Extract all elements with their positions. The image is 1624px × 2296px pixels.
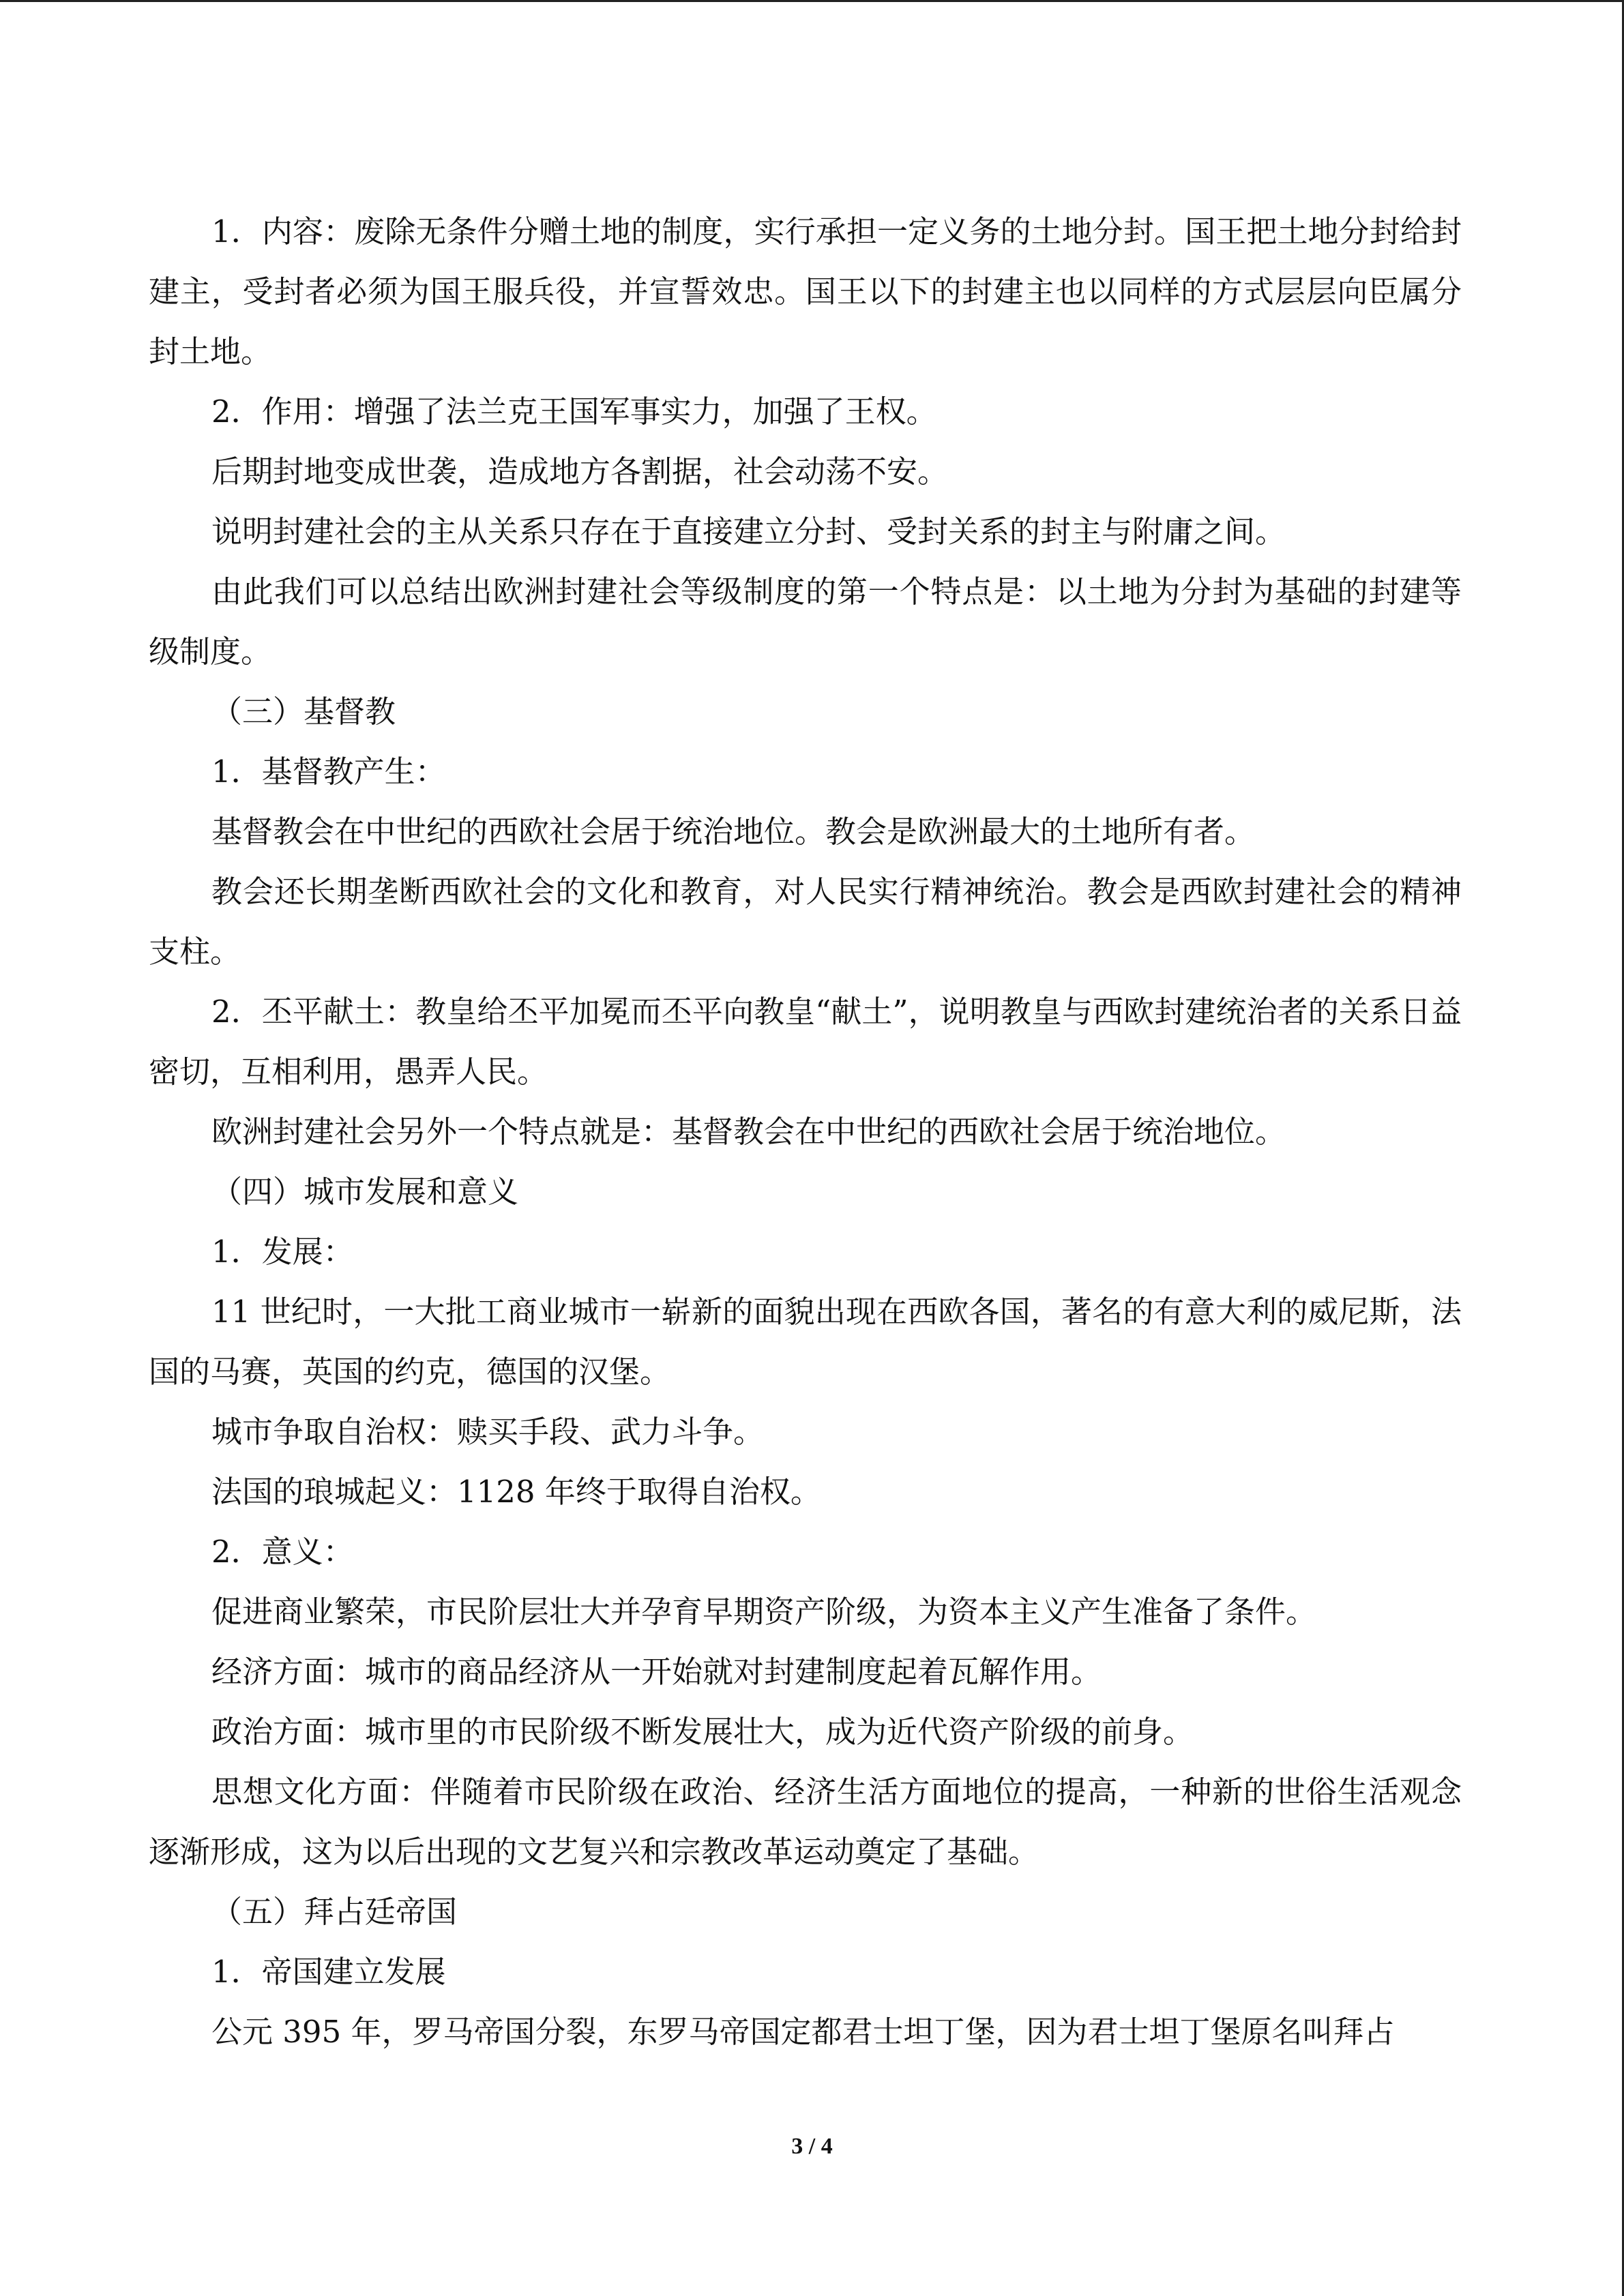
paragraph-content-definition: 1．内容：废除无条件分赠土地的制度，实行承担一定义务的土地分封。国王把土地分封给封建主，受封者必须为国王服兵役，并宣誓效忠。国王以下的封建主也以同样的方式层层向臣属分封土地。 xyxy=(149,213,1462,370)
section-heading-cities: （四）城市发展和意义 xyxy=(211,1174,519,1210)
paragraph-political-aspect: 政治方面：城市里的市民阶级不断发展壮大，成为近代资产阶级的前身。 xyxy=(211,1714,1194,1750)
document-body xyxy=(149,202,1462,2062)
subheading-development: 1．发展： xyxy=(211,1234,354,1270)
subheading-significance: 2．意义： xyxy=(211,1534,354,1570)
paragraph-second-feature: 欧洲封建社会另外一个特点就是：基督教会在中世纪的西欧社会居于统治地位。 xyxy=(211,1114,1286,1150)
paragraph-cultural-aspect: 思想文化方面：伴随着市民阶级在政治、经济生活方面地位的提高，一种新的世俗生活观念逐渐形成，这为以后出现的文艺复兴和宗教改革运动奠定了基础。 xyxy=(149,1774,1462,1870)
paragraph-395-split: 公元 395 年，罗马帝国分裂，东罗马帝国定都君士坦丁堡，因为君士坦丁堡原名叫拜占 xyxy=(211,2014,1395,2050)
paragraph-laon-uprising: 法国的琅城起义：1128 年终于取得自治权。 xyxy=(211,1474,821,1510)
page-border-top xyxy=(0,0,1624,2)
paragraph-lord-vassal-relation: 说明封建社会的主从关系只存在于直接建立分封、受封关系的封主与附庸之间。 xyxy=(211,513,1286,550)
paragraph-economic-aspect: 经济方面：城市的商品经济从一开始就对封建制度起着瓦解作用。 xyxy=(211,1654,1102,1690)
paragraph-church-dominance: 基督教会在中世纪的西欧社会居于统治地位。教会是欧洲最大的土地所有者。 xyxy=(211,814,1256,850)
section-heading-byzantine: （五）拜占廷帝国 xyxy=(211,1894,458,1930)
paragraph-church-culture: 教会还长期垄断西欧社会的文化和教育，对人民实行精神统治。教会是西欧封建社会的精神支柱。 xyxy=(149,874,1462,970)
paragraph-hereditary-fiefs: 后期封地变成世袭，造成地方各割据，社会动荡不安。 xyxy=(211,453,949,490)
paragraph-city-autonomy: 城市争取自治权：赎买手段、武力斗争。 xyxy=(211,1414,765,1450)
paragraph-donation-of-pepin: 2．丕平献土：教皇给丕平加冕而丕平向教皇“献土”，说明教皇与西欧封建统治者的关系日益密切，互相利用，愚弄人民。 xyxy=(149,994,1462,1090)
paragraph-first-feature: 由此我们可以总结出欧洲封建社会等级制度的第一个特点是：以土地为分封为基础的封建等级制度。 xyxy=(149,573,1462,670)
page-number: 3 / 4 xyxy=(791,2134,833,2159)
paragraph-effect: 2．作用：增强了法兰克王国军事实力，加强了王权。 xyxy=(211,393,937,430)
subheading-empire-founding: 1．帝国建立发展 xyxy=(211,1954,446,1990)
paragraph-11th-century-cities: 11 世纪时，一大批工商业城市一崭新的面貌出现在西欧各国，著名的有意大利的威尼斯，法国的马赛，英国的约克，德国的汉堡。 xyxy=(149,1294,1462,1390)
section-heading-christianity: （三）基督教 xyxy=(211,694,396,730)
subheading-christianity-origin: 1．基督教产生： xyxy=(211,754,446,790)
paragraph-commerce-prosperity: 促进商业繁荣，市民阶层壮大并孕育早期资产阶级，为资本主义产生准备了条件。 xyxy=(211,1594,1317,1630)
